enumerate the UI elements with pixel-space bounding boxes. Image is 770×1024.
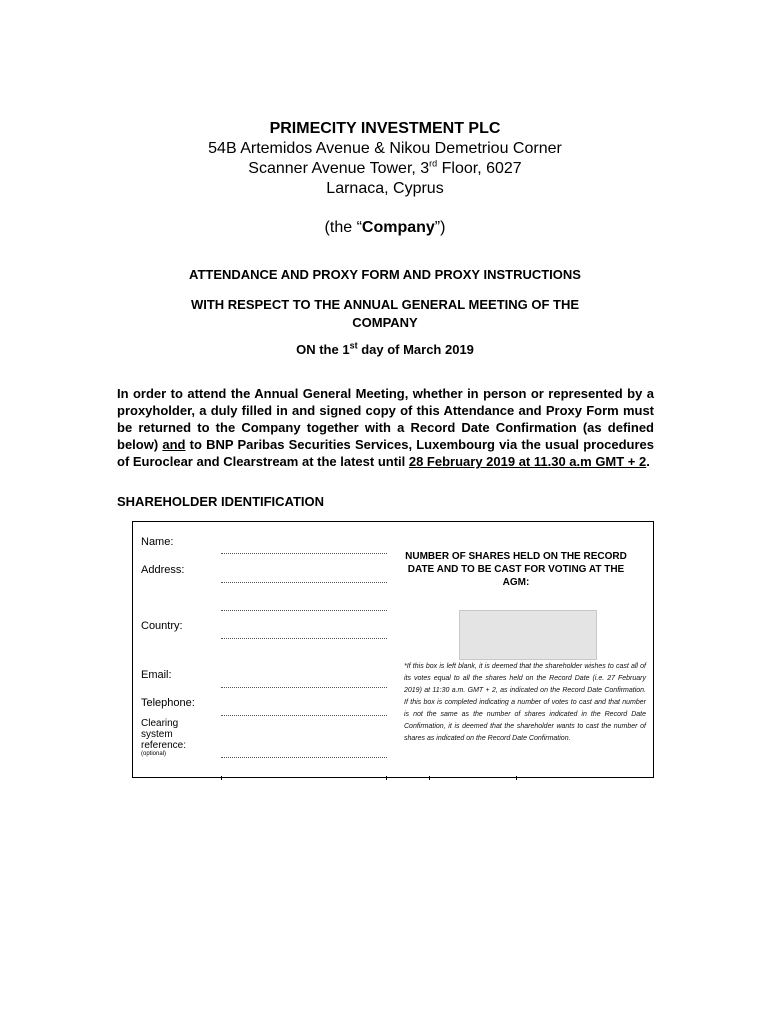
aka-post: ”) xyxy=(434,219,446,236)
shares-footnote: *If this box is left blank, it is deemed that the shareholder wishes to cast all of its votes equal to all the shares held on the Record Date (i.e. 27 February 2019) at 11:30 a.m. GMT + 2, as indicated on the Record Date Confirmation. If this box is completed indicating a number of votes to cast and that number is not the same as the number of shares indicated in the Record Date Confirmation, it is deemed that the shareholder wants to cast the number of shares as indicated on the Record Date Confirmation. xyxy=(404,663,646,742)
address-line2-pre: Scanner Avenue Tower, 3 xyxy=(248,160,430,177)
intro-paragraph xyxy=(117,385,654,470)
date-sup: st xyxy=(349,340,358,351)
shares-input-box[interactable] xyxy=(459,610,597,660)
intro-part2: to BNP Paribas Securities Services, Luxembourg via the usual procedures of Euroclear and Clearstream at the latest until xyxy=(117,437,654,469)
name-label: Name: xyxy=(141,536,174,548)
clearing-label xyxy=(141,718,186,751)
clearing-field[interactable] xyxy=(221,757,387,758)
column-tick-4 xyxy=(516,776,517,780)
telephone-label: Telephone: xyxy=(141,697,195,709)
meeting-date-heading xyxy=(0,342,770,357)
address-field-2[interactable] xyxy=(221,610,387,611)
company-address-line1: 54B Artemidos Avenue & Nikou Demetriou Corner xyxy=(208,140,562,157)
section-title: SHAREHOLDER IDENTIFICATION xyxy=(117,494,325,509)
meeting-heading-line1: WITH RESPECT TO THE ANNUAL GENERAL MEETING OF THE xyxy=(190,297,580,312)
email-field[interactable] xyxy=(221,687,387,688)
company-address-line3: Larnaca, Cyprus xyxy=(326,180,444,197)
telephone-field[interactable] xyxy=(221,715,387,716)
country-label: Country: xyxy=(141,620,183,632)
email-label: Email: xyxy=(141,669,172,681)
shares-title: NUMBER OF SHARES HELD ON THE RECORD DATE AND TO BE CAST FOR VOTING AT THE AGM: xyxy=(405,551,627,588)
column-tick-3 xyxy=(429,776,430,780)
column-tick-2 xyxy=(386,776,387,780)
intro-part1: In order to attend the Annual General Meeting, whether in person or represented by a proxyholder, a duly filled in and signed copy of this Attendance and Proxy Form must be returned to the Company together with a Record Date Confirmation (as defined below) xyxy=(117,386,654,452)
address-field-1[interactable] xyxy=(221,582,387,583)
date-post: day of March 2019 xyxy=(357,342,474,357)
clearing-label-2: system xyxy=(141,729,173,740)
clearing-label-1: Clearing xyxy=(141,718,179,729)
column-tick-1 xyxy=(221,776,222,780)
intro-deadline: 28 February 2019 at 11.30 a.m GMT + 2 xyxy=(408,454,647,469)
company-name: PRIMECITY INVESTMENT PLC xyxy=(269,120,501,137)
date-pre: ON the 1 xyxy=(296,342,350,357)
company-address-line2 xyxy=(0,160,770,178)
form-title: ATTENDANCE AND PROXY FORM AND PROXY INSTRUCTIONS xyxy=(189,267,581,282)
shareholder-form xyxy=(132,521,654,778)
clearing-label-3: reference: xyxy=(141,740,187,751)
name-field[interactable] xyxy=(221,553,387,554)
country-field[interactable] xyxy=(221,638,387,639)
meeting-heading-line2: COMPANY xyxy=(352,315,418,330)
intro-part3: . xyxy=(646,454,650,469)
address-line2-post: Floor, 6027 xyxy=(437,160,522,177)
address-label: Address: xyxy=(141,564,185,576)
company-definition xyxy=(0,219,770,237)
optional-label: (optional) xyxy=(141,751,167,757)
aka-pre: (the “ xyxy=(324,219,362,236)
intro-and: and xyxy=(162,437,186,452)
meeting-heading xyxy=(0,296,770,332)
aka-bold: Company xyxy=(361,219,435,236)
address-line2-sup: rd xyxy=(429,158,438,169)
